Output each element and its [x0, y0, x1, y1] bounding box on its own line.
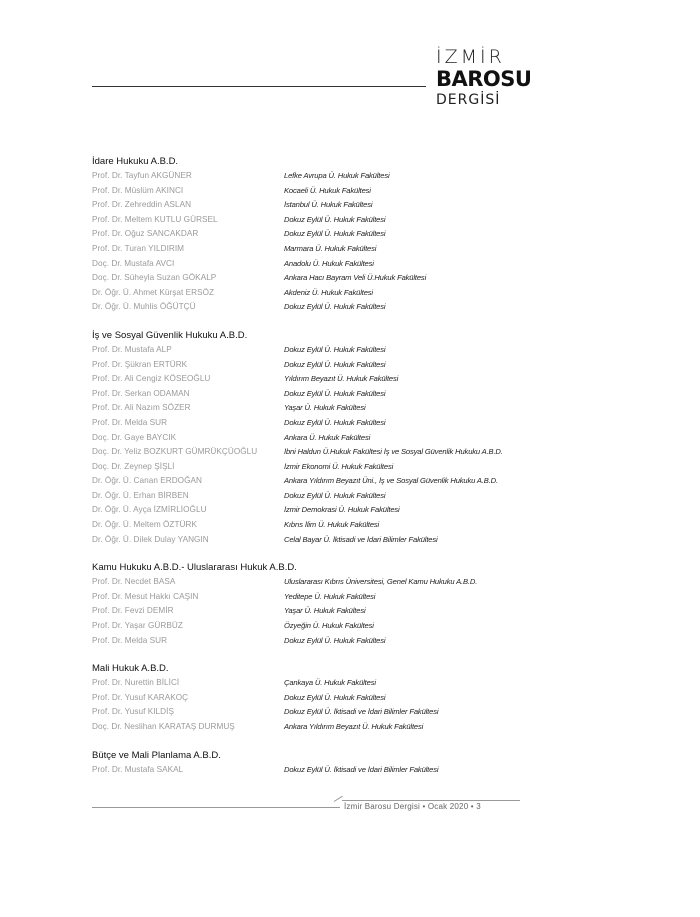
- member-row: [92, 503, 532, 518]
- member-institution: Ankara Ü. Hukuk Fakültesi: [284, 432, 371, 442]
- member-institution: Uluslararası Kıbrıs Üniversitesi, Genel Kamu Hukuku A.B.D.: [284, 577, 478, 587]
- member-row: [92, 213, 532, 228]
- member-row: [92, 460, 532, 475]
- member-name: Prof. Dr. Melda SUR: [92, 417, 168, 427]
- member-name: Prof. Dr. Mesut Hakkı CAŞIN: [92, 591, 199, 601]
- izmir-barosu-dergisi-logo: [436, 46, 532, 116]
- member-name: Prof. Dr. Oğuz SANCAKDAR: [92, 229, 199, 239]
- member-name: Doç. Dr. Süheyla Suzan GÖKALP: [92, 273, 217, 283]
- logo-line-3: DERGİSİ: [436, 92, 501, 108]
- member-row: [92, 372, 532, 387]
- department-title: Bütçe ve Mali Planlama A.B.D.: [92, 749, 221, 761]
- department-section: [92, 155, 532, 315]
- member-name: Prof. Dr. Tayfun AKGÜNER: [92, 171, 192, 180]
- member-row: [92, 286, 532, 301]
- member-row: [92, 358, 532, 373]
- member-institution: Celal Bayar Ü. İktisadi ve İdari Bilimler Fakültesi: [284, 534, 438, 544]
- member-institution: Lefke Avrupa Ü. Hukuk Fakültesi: [284, 171, 390, 180]
- board-member-list: [92, 155, 532, 777]
- member-row: [92, 634, 532, 649]
- member-name: Dr. Öğr. Ü. Ayça İZMİRLİOĞLU: [92, 505, 207, 515]
- member-institution: Yaşar Ü. Hukuk Fakültesi: [284, 403, 366, 413]
- member-name: Dr. Öğr. Ü. Dilek Dulay YANGIN: [92, 534, 209, 544]
- member-row: [92, 619, 532, 634]
- member-institution: Dokuz Eylül Ü. Hukuk Fakültesi: [284, 302, 386, 312]
- member-name: Prof. Dr. Mustafa SAKAL: [92, 764, 184, 774]
- member-row: [92, 445, 532, 460]
- member-row: [92, 691, 532, 706]
- member-name: Prof. Dr. Melda SUR: [92, 635, 168, 645]
- member-institution: İzmir Ekonomi Ü. Hukuk Fakültesi: [284, 461, 394, 471]
- member-institution: Özyeğin Ü. Hukuk Fakültesi: [284, 621, 374, 631]
- member-row: [92, 720, 532, 735]
- member-institution: Yıldırım Beyazıt Ü. Hukuk Fakültesi: [284, 374, 399, 384]
- member-institution: Marmara Ü. Hukuk Fakültesi: [284, 243, 377, 253]
- member-institution: Dokuz Eylül Ü. Hukuk Fakültesi: [284, 417, 386, 427]
- member-name: Dr. Öğr. Ü. Ahmet Kürşat ERSÖZ: [92, 287, 215, 297]
- member-institution: Dokuz Eylül Ü. İktisadi ve İdari Bilimler Fakültesi: [284, 707, 439, 717]
- member-institution: Ankara Hacı Bayram Veli Ü.Hukuk Fakültesi: [284, 273, 427, 283]
- member-institution: Ankara Yıldırım Beyazıt Ü. Hukuk Fakültesi: [284, 722, 424, 731]
- member-institution: Ankara Yıldırım Beyazıt Üni., İş ve Sosyal Güvenlik Hukuku A.B.D.: [284, 476, 498, 486]
- member-row: [92, 575, 532, 590]
- member-row: [92, 242, 532, 257]
- member-name: Prof. Dr. Necdet BASA: [92, 577, 176, 587]
- member-institution: Dokuz Eylül Ü. Hukuk Fakültesi: [284, 490, 386, 500]
- department-title: Mali Hukuk A.B.D.: [92, 663, 169, 675]
- department-section: [92, 561, 532, 648]
- member-row: [92, 604, 532, 619]
- department-title: Kamu Hukuku A.B.D.- Uluslararası Hukuk A.B.D.: [92, 562, 297, 574]
- member-row: [92, 676, 532, 691]
- member-row: [92, 401, 532, 416]
- member-institution: İstanbul Ü. Hukuk Fakültesi: [284, 200, 373, 210]
- member-institution: İbni Haldun Ü.Hukuk Fakültesi İş ve Sosyal Güvenlik Hukuku A.B.D.: [284, 447, 503, 457]
- member-name: Doç. Dr. Mustafa AVCI: [92, 258, 175, 268]
- department-title: İş ve Sosyal Güvenlik Hukuku A.B.D.: [92, 329, 248, 341]
- member-name: Prof. Dr. Mustafa ALP: [92, 344, 172, 354]
- member-institution: Anadolu Ü. Hukuk Fakültesi: [284, 258, 374, 268]
- member-institution: Dokuz Eylül Ü. Hukuk Fakültesi: [284, 214, 386, 224]
- member-name: Prof. Dr. Zehreddin ASLAN: [92, 200, 192, 210]
- member-name: Prof. Dr. Ali Nazım SÖZER: [92, 403, 191, 413]
- member-name: Doç. Dr. Gaye BAYCIK: [92, 432, 177, 442]
- footer-rule-slant: [334, 796, 343, 802]
- department-title: İdare Hukuku A.B.D.: [92, 156, 179, 167]
- member-row: [92, 387, 532, 402]
- footer-journal-info: İzmir Barosu Dergisi • Ocak 2020 • 3: [344, 802, 481, 811]
- member-name: Prof. Dr. Müslüm AKINCI: [92, 185, 184, 195]
- member-name: Prof. Dr. Serkan ODAMAN: [92, 388, 190, 398]
- member-institution: Çankaya Ü. Hukuk Fakültesi: [284, 678, 376, 688]
- member-row: [92, 533, 532, 548]
- member-institution: Yeditepe Ü. Hukuk Fakültesi: [284, 591, 376, 601]
- member-row: [92, 590, 532, 605]
- member-name: Dr. Öğr. Ü. Canan ERDOĞAN: [92, 476, 202, 486]
- member-row: [92, 257, 532, 272]
- member-row: [92, 198, 532, 213]
- member-name: Dr. Öğr. Ü. Muhlis ÖĞÜTÇÜ: [92, 302, 196, 312]
- member-name: Doç. Dr. Yeliz BOZKURT GÜMRÜKÇÜOĞLU: [92, 447, 258, 457]
- member-institution: Dokuz Eylül Ü. Hukuk Fakültesi: [284, 388, 386, 398]
- department-section: [92, 662, 532, 734]
- member-row: [92, 489, 532, 504]
- member-name: Prof. Dr. Yaşar GÜRBÜZ: [92, 621, 183, 631]
- member-name: Prof. Dr. Meltem KUTLU GÜRSEL: [92, 214, 218, 224]
- member-name: Dr. Öğr. Ü. Meltem ÖZTÜRK: [92, 520, 197, 530]
- member-name: Doç. Dr. Neslihan KARATAŞ DURMUŞ: [92, 722, 235, 731]
- department-section: [92, 329, 532, 547]
- member-name: Doç. Dr. Zeynep ŞİŞLİ: [92, 461, 175, 471]
- member-name: Prof. Dr. Ali Cengiz KÖSEOĞLU: [92, 374, 211, 384]
- member-row: [92, 705, 532, 720]
- member-institution: Yaşar Ü. Hukuk Fakültesi: [284, 606, 366, 616]
- member-row: [92, 184, 532, 199]
- member-institution: İzmir Demokrasi Ü. Hukuk Fakültesi: [284, 505, 400, 515]
- member-row: [92, 227, 532, 242]
- member-institution: Dokuz Eylül Ü. Hukuk Fakültesi: [284, 692, 386, 702]
- logo-line-1: İZMİR: [436, 46, 505, 68]
- member-institution: Kocaeli Ü. Hukuk Fakültesi: [284, 185, 371, 195]
- member-row: [92, 518, 532, 533]
- footer-rule: [92, 807, 340, 808]
- member-name: Prof. Dr. Fevzi DEMİR: [92, 606, 174, 616]
- member-name: Prof. Dr. Yusuf KARAKOÇ: [92, 692, 189, 702]
- logo-line-2: BAROSU: [436, 67, 532, 91]
- footer-rule-right: [342, 800, 520, 801]
- member-name: Prof. Dr. Nurettin BİLİCİ: [92, 678, 180, 688]
- member-row: [92, 271, 532, 286]
- member-row: [92, 474, 532, 489]
- member-institution: Dokuz Eylül Ü. Hukuk Fakültesi: [284, 359, 386, 369]
- member-row: [92, 416, 532, 431]
- member-institution: Akdeniz Ü. Hukuk Fakültesi: [284, 287, 373, 297]
- member-institution: Dokuz Eylül Ü. Hukuk Fakültesi: [284, 344, 386, 354]
- member-name: Prof. Dr. Yusuf KILDİŞ: [92, 707, 174, 717]
- member-name: Dr. Öğr. Ü. Erhan BİRBEN: [92, 490, 189, 500]
- member-name: Prof. Dr. Turan YILDIRIM: [92, 243, 185, 253]
- member-row: [92, 763, 532, 778]
- member-row: [92, 300, 532, 315]
- member-institution: Dokuz Eylül Ü. Hukuk Fakültesi: [284, 229, 386, 239]
- member-row: [92, 343, 532, 358]
- member-institution: Kıbrıs İlim Ü. Hukuk Fakültesi: [284, 520, 380, 530]
- member-name: Prof. Dr. Şükran ERTÜRK: [92, 359, 188, 369]
- member-row: [92, 431, 532, 446]
- department-section: [92, 749, 532, 778]
- member-institution: Dokuz Eylül Ü. İktisadi ve İdari Bilimler Fakültesi: [284, 764, 439, 774]
- header-rule: [92, 86, 426, 87]
- member-institution: Dokuz Eylül Ü. Hukuk Fakültesi: [284, 635, 386, 645]
- member-row: [92, 169, 532, 184]
